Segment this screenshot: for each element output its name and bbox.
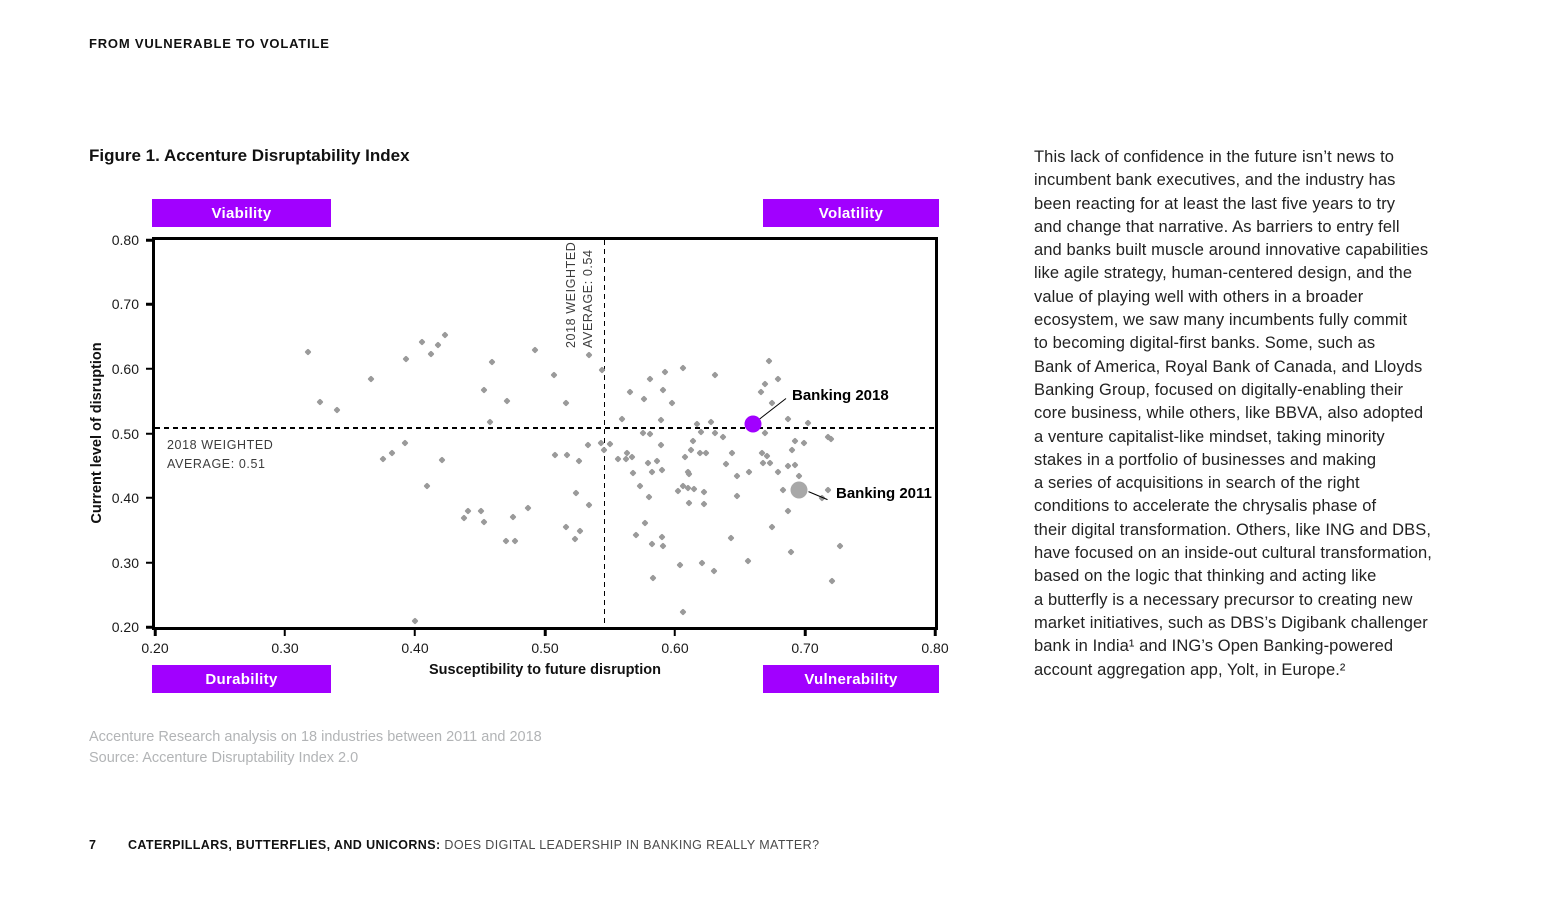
quadrant-label-vulnerability: Vulnerability — [763, 665, 939, 693]
footer-title-bold: CATERPILLARS, BUTTERFLIES, AND UNICORNS: — [128, 838, 441, 852]
body-text-line: a series of acquisitions in search of the right — [1034, 474, 1360, 493]
y-tick-label: 0.70 — [111, 296, 139, 313]
x-axis-tick — [934, 627, 937, 636]
body-text-line: have focused on an inside-out cultural transformation, — [1034, 544, 1432, 563]
plot-area — [111, 232, 949, 656]
highlight-label-banking-2011: Banking 2011 — [836, 485, 932, 502]
y-axis-title: Current level of disruption — [89, 342, 105, 524]
y-axis-tick — [146, 303, 155, 306]
page-number: 7 — [89, 838, 97, 852]
x-axis-tick — [804, 627, 807, 636]
y-tick-label: 0.30 — [111, 554, 139, 571]
body-text-line: conditions to accelerate the chrysalis phase of — [1034, 497, 1377, 516]
y-tick-label: 0.50 — [111, 425, 139, 442]
body-text-line: been reacting for at least the last five years to try — [1034, 194, 1396, 213]
y-axis-tick — [146, 368, 155, 371]
body-text-line: bank in India¹ and ING’s Open Banking-powered — [1034, 637, 1394, 656]
footer-title-rest: DOES DIGITAL LEADERSHIP IN BANKING REALLY MATTER? — [440, 838, 820, 852]
page-footer — [89, 838, 819, 852]
body-text-line: core business, while others, like BBVA, also adopted — [1034, 404, 1424, 423]
body-text-line: market initiatives, such as DBS’s Digibank challenger — [1034, 613, 1428, 632]
highlight-label-banking-2018: Banking 2018 — [792, 387, 889, 404]
quadrant-label-volatility: Volatility — [763, 199, 939, 227]
x-axis-tick — [154, 627, 157, 636]
body-text-column — [1034, 146, 1494, 682]
horizontal-average-label-line1: 2018 WEIGHTED — [167, 438, 274, 452]
quadrant-label-viability: Viability — [152, 199, 331, 227]
highlight-point-banking-2011 — [790, 481, 807, 498]
body-text-line: value of playing well with others in a broader — [1034, 287, 1364, 306]
y-tick-label: 0.80 — [111, 232, 139, 248]
body-text-line: a venture capitalist-like mindset, taking minority — [1034, 427, 1385, 446]
x-tick-label: 0.50 — [531, 640, 559, 656]
body-text-line: like agile strategy, human-centered design, and the — [1034, 264, 1413, 283]
y-axis-tick — [146, 239, 155, 242]
body-text-line: incumbent bank executives, and the industry has — [1034, 171, 1396, 190]
x-tick-label: 0.80 — [921, 640, 949, 656]
page-kicker: FROM VULNERABLE TO VOLATILE — [89, 36, 330, 51]
y-tick-label: 0.40 — [111, 489, 139, 506]
body-text-line: Banking Group, focused on digitally-enabling their — [1034, 380, 1404, 399]
vertical-average-label-line2: AVERAGE: 0.54 — [581, 249, 595, 348]
x-tick-label: 0.70 — [791, 640, 819, 656]
body-text-line: stakes in a portfolio of businesses and making — [1034, 450, 1377, 469]
body-text-line: and banks built muscle around innovative capabilities — [1034, 241, 1429, 260]
x-tick-label: 0.30 — [271, 640, 299, 656]
body-text-line: and change that narrative. As barriers to entry fell — [1034, 217, 1400, 236]
x-axis-tick — [284, 627, 287, 636]
body-text-line: their digital transformation. Others, like ING and DBS, — [1034, 520, 1432, 539]
figure-caption — [89, 727, 542, 768]
x-axis-tick — [674, 627, 677, 636]
body-text-line: ecosystem, we saw many incumbents fully commit — [1034, 311, 1408, 330]
y-axis-tick — [146, 497, 155, 500]
y-axis-tick — [146, 432, 155, 435]
body-text-line: This lack of confidence in the future isn’t news to — [1034, 148, 1395, 166]
y-axis-tick — [146, 626, 155, 629]
horizontal-average-label-line2: AVERAGE: 0.51 — [167, 457, 266, 471]
vertical-average-label-line1: 2018 WEIGHTED — [564, 241, 578, 348]
x-axis-title: Susceptibility to future disruption — [429, 662, 661, 678]
highlight-point-banking-2018 — [744, 416, 761, 433]
x-tick-label: 0.60 — [661, 640, 689, 656]
caption-analysis: Accenture Research analysis on 18 industries between 2011 and 2018 — [89, 729, 542, 745]
y-axis-tick — [146, 561, 155, 564]
body-text-line: to becoming digital-first banks. Some, such as — [1034, 334, 1376, 353]
figure-title: Figure 1. Accenture Disruptability Index — [89, 146, 410, 165]
leader-lines — [155, 240, 935, 627]
y-tick-label: 0.20 — [111, 619, 139, 635]
caption-source: Source: Accenture Disruptability Index 2.0 — [89, 749, 359, 766]
x-tick-label: 0.40 — [401, 640, 429, 656]
body-text-line: Bank of America, Royal Bank of Canada, and Lloyds — [1034, 357, 1423, 376]
x-tick-label: 0.20 — [141, 640, 169, 656]
x-axis-tick — [544, 627, 547, 636]
body-text-line: based on the logic that thinking and acting like — [1034, 567, 1377, 586]
quadrant-label-durability: Durability — [152, 665, 331, 693]
x-axis-tick — [414, 627, 417, 636]
body-text-line: a butterfly is a necessary precursor to creating new — [1034, 590, 1413, 609]
body-text-line: account aggregation app, Yolt, in Europe.² — [1034, 660, 1346, 679]
y-tick-label: 0.60 — [111, 360, 139, 377]
